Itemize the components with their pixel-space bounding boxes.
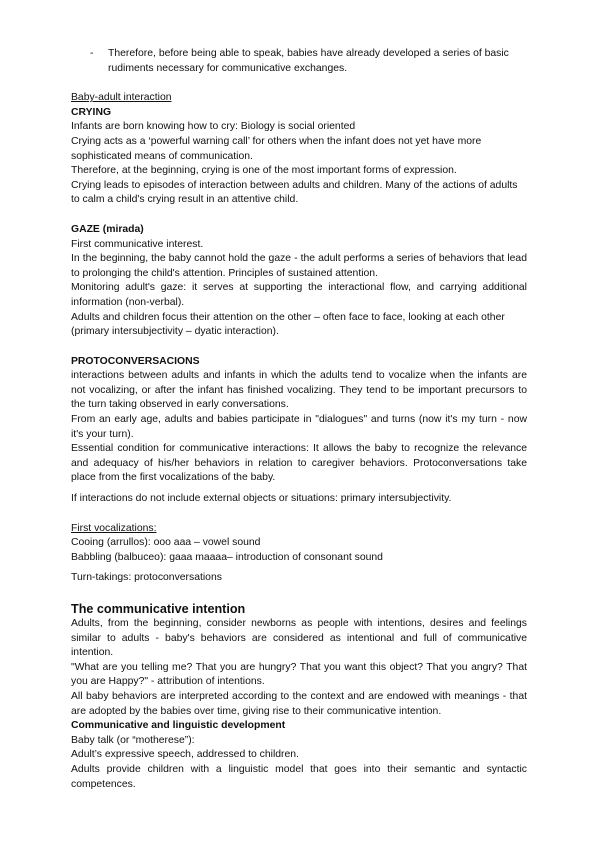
bullet-text: Therefore, before being able to speak, babies have already developed a series of basic rudiments necessary for communicative exchanges. — [108, 48, 509, 74]
intention-heading: The communicative intention — [71, 602, 246, 616]
vocal-heading: First vocalizations: — [71, 522, 157, 534]
gaze-p4: Adults and children focus their attention on the other – often face to face, looking at each other (primary intersubjectivity – dyatic interaction). — [71, 311, 505, 338]
crying-p3: Therefore, at the beginning, crying is one of the most important forms of expression. — [71, 165, 457, 177]
linguistic-p2: Adult’s expressive speech, addressed to children. — [71, 749, 299, 761]
intention-p1: Adults, from the beginning, consider newborns as people with intentions, desires and feelings similar to adults - baby's behaviors are considered as intentional and full of communicative intention. — [71, 618, 527, 659]
crying-p1: Infants are born knowing how to cry: Biology is social oriented — [71, 121, 356, 133]
crying-heading: CRYING — [71, 106, 112, 118]
bullet-dash: - — [90, 48, 94, 59]
gaze-p3: Monitoring adult's gaze: it serves at supporting the interactional flow, and carrying additional information (non-verbal). — [71, 282, 527, 308]
linguistic-p1: Baby talk (or “motherese”): — [71, 734, 195, 746]
vocal-p3: Turn-takings: protoconversations — [71, 572, 222, 584]
document-page — [71, 47, 527, 792]
intro-bullet — [90, 47, 527, 76]
proto-p4: If interactions do not include external objects or situations: primary intersubjectivity. — [71, 493, 452, 505]
crying-p2: Crying acts as a ‘powerful warning call’ for others when the infant does not yet have more sophisticated means of communication. — [71, 135, 482, 162]
linguistic-p3: Adults provide children with a linguistic model that goes into their semantic and syntactic competences. — [71, 763, 527, 790]
linguistic-heading: Communicative and linguistic development — [71, 720, 286, 732]
proto-p2: From an early age, adults and babies participate in "dialogues" and turns (now it's my turn - now it's your turn). — [71, 414, 527, 440]
proto-p1: interactions between adults and infants in which the adults tend to vocalize when the infants are not vocalizing, or after the infant has finished vocalizing. They tend to be important precursors to the turn taking observed in early conversations. — [71, 370, 527, 411]
proto-p3: Essential condition for communicative interactions: It allows the baby to recognize the relevance and adequacy of his/her behaviors in relation to caregiver behaviors. Protoconversations take place from the first vocalizations of the baby. — [71, 443, 527, 484]
crying-p4: Crying leads to episodes of interaction between adults and children. Many of the actions of adults to calm a child's crying result in an attentive child. — [71, 179, 518, 206]
proto-heading: PROTOCONVERSACIONS — [71, 355, 200, 367]
gaze-heading: GAZE (mirada) — [71, 223, 144, 235]
vocal-p1: Cooing (arrullos): ooo aaa – vowel sound — [71, 537, 261, 549]
gaze-p2: In the beginning, the baby cannot hold the gaze - the adult performs a series of behaviors that lead to prolonging the child's attention. Principles of sustained attention. — [71, 253, 527, 279]
vocal-p2: Babbling (balbuceo): gaaa maaaa– introduction of consonant sound — [71, 551, 383, 563]
gaze-p1: First communicative interest. — [71, 238, 204, 250]
section-title: Baby-adult interaction — [71, 92, 172, 104]
intention-p2: "What are you telling me? That you are hungry? That you want this object? That you angry? That you are Happy?" - attribution of intentions. — [71, 661, 527, 688]
intention-p3: All baby behaviors are interpreted according to the context and are endowed with meanings - that are adopted by the babies over time, giving rise to their communicative intention. — [71, 690, 527, 717]
